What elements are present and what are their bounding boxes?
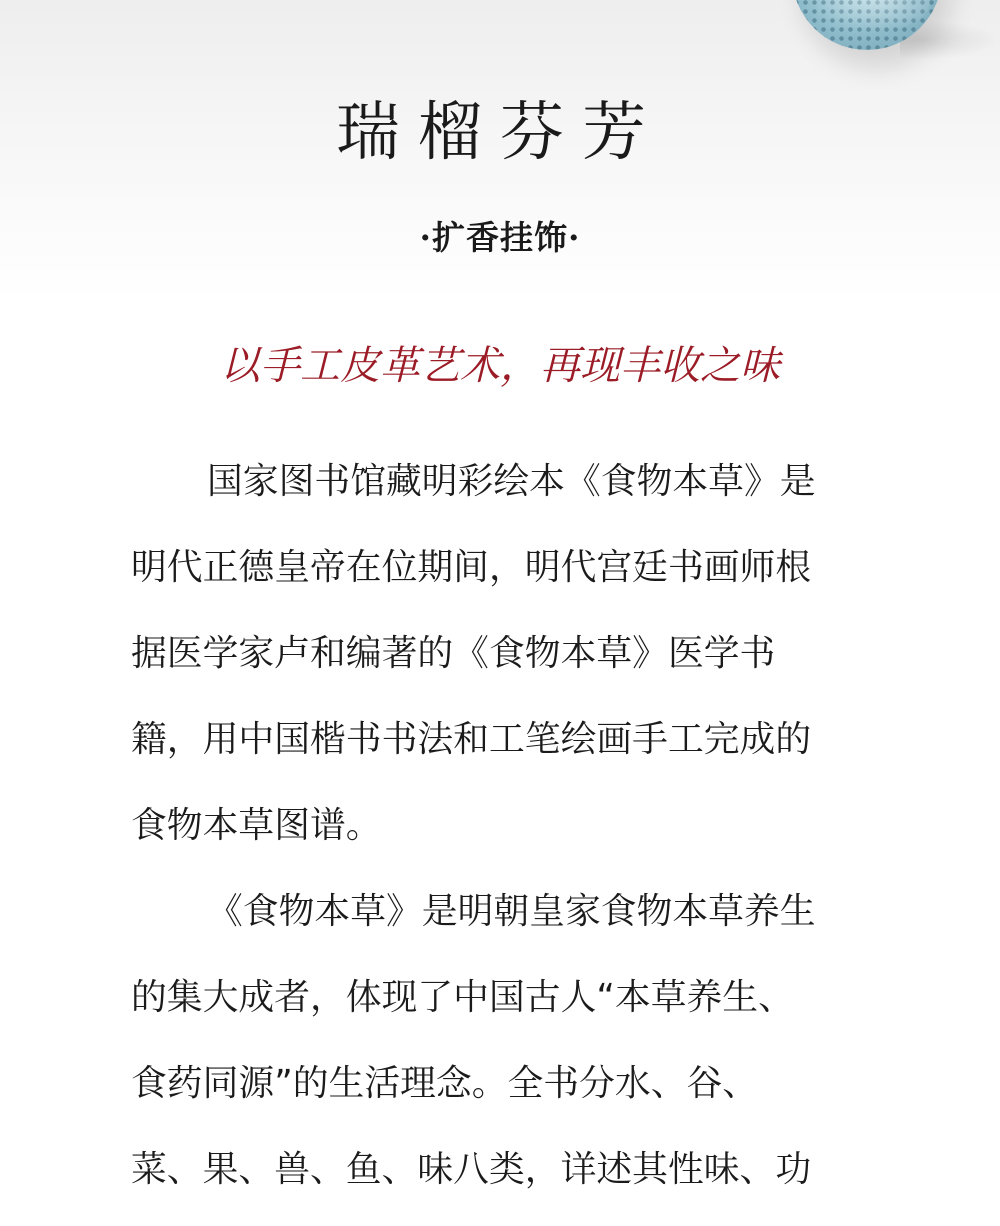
paragraph-line: 的集大成者，体现了中国古人“本草养生、: [131, 977, 794, 1018]
paragraph-line: 据医学家卢和编著的《食物本草》医学书: [131, 633, 776, 674]
paragraph-line: 菜、果、兽、鱼、味八类，详述其性味、功: [131, 1149, 812, 1190]
paragraph-line: 国家图书馆藏明彩绘本《食物本草》是: [207, 461, 816, 502]
page-title: 瑞榴芬芳: [336, 96, 664, 170]
ceramic-bead-ornament: [792, 0, 942, 50]
body-text: [131, 452, 851, 1226]
paragraph-line: 籍，用中国楷书书法和工笔绘画手工完成的: [131, 719, 812, 760]
paragraph-line: 食药同源”的生活理念。全书分水、谷、: [131, 1063, 759, 1104]
page-subtitle: ·扩香挂饰·: [419, 218, 581, 257]
slogan: 以手工皮革艺术，再现丰收之味: [220, 343, 780, 389]
paragraph-line: 明代正德皇帝在位期间，明代宫廷书画师根: [131, 547, 812, 588]
paragraph-line: 《食物本草》是明朝皇家食物本草养生: [207, 891, 816, 932]
paragraph-line: 食物本草图谱。: [131, 805, 382, 846]
